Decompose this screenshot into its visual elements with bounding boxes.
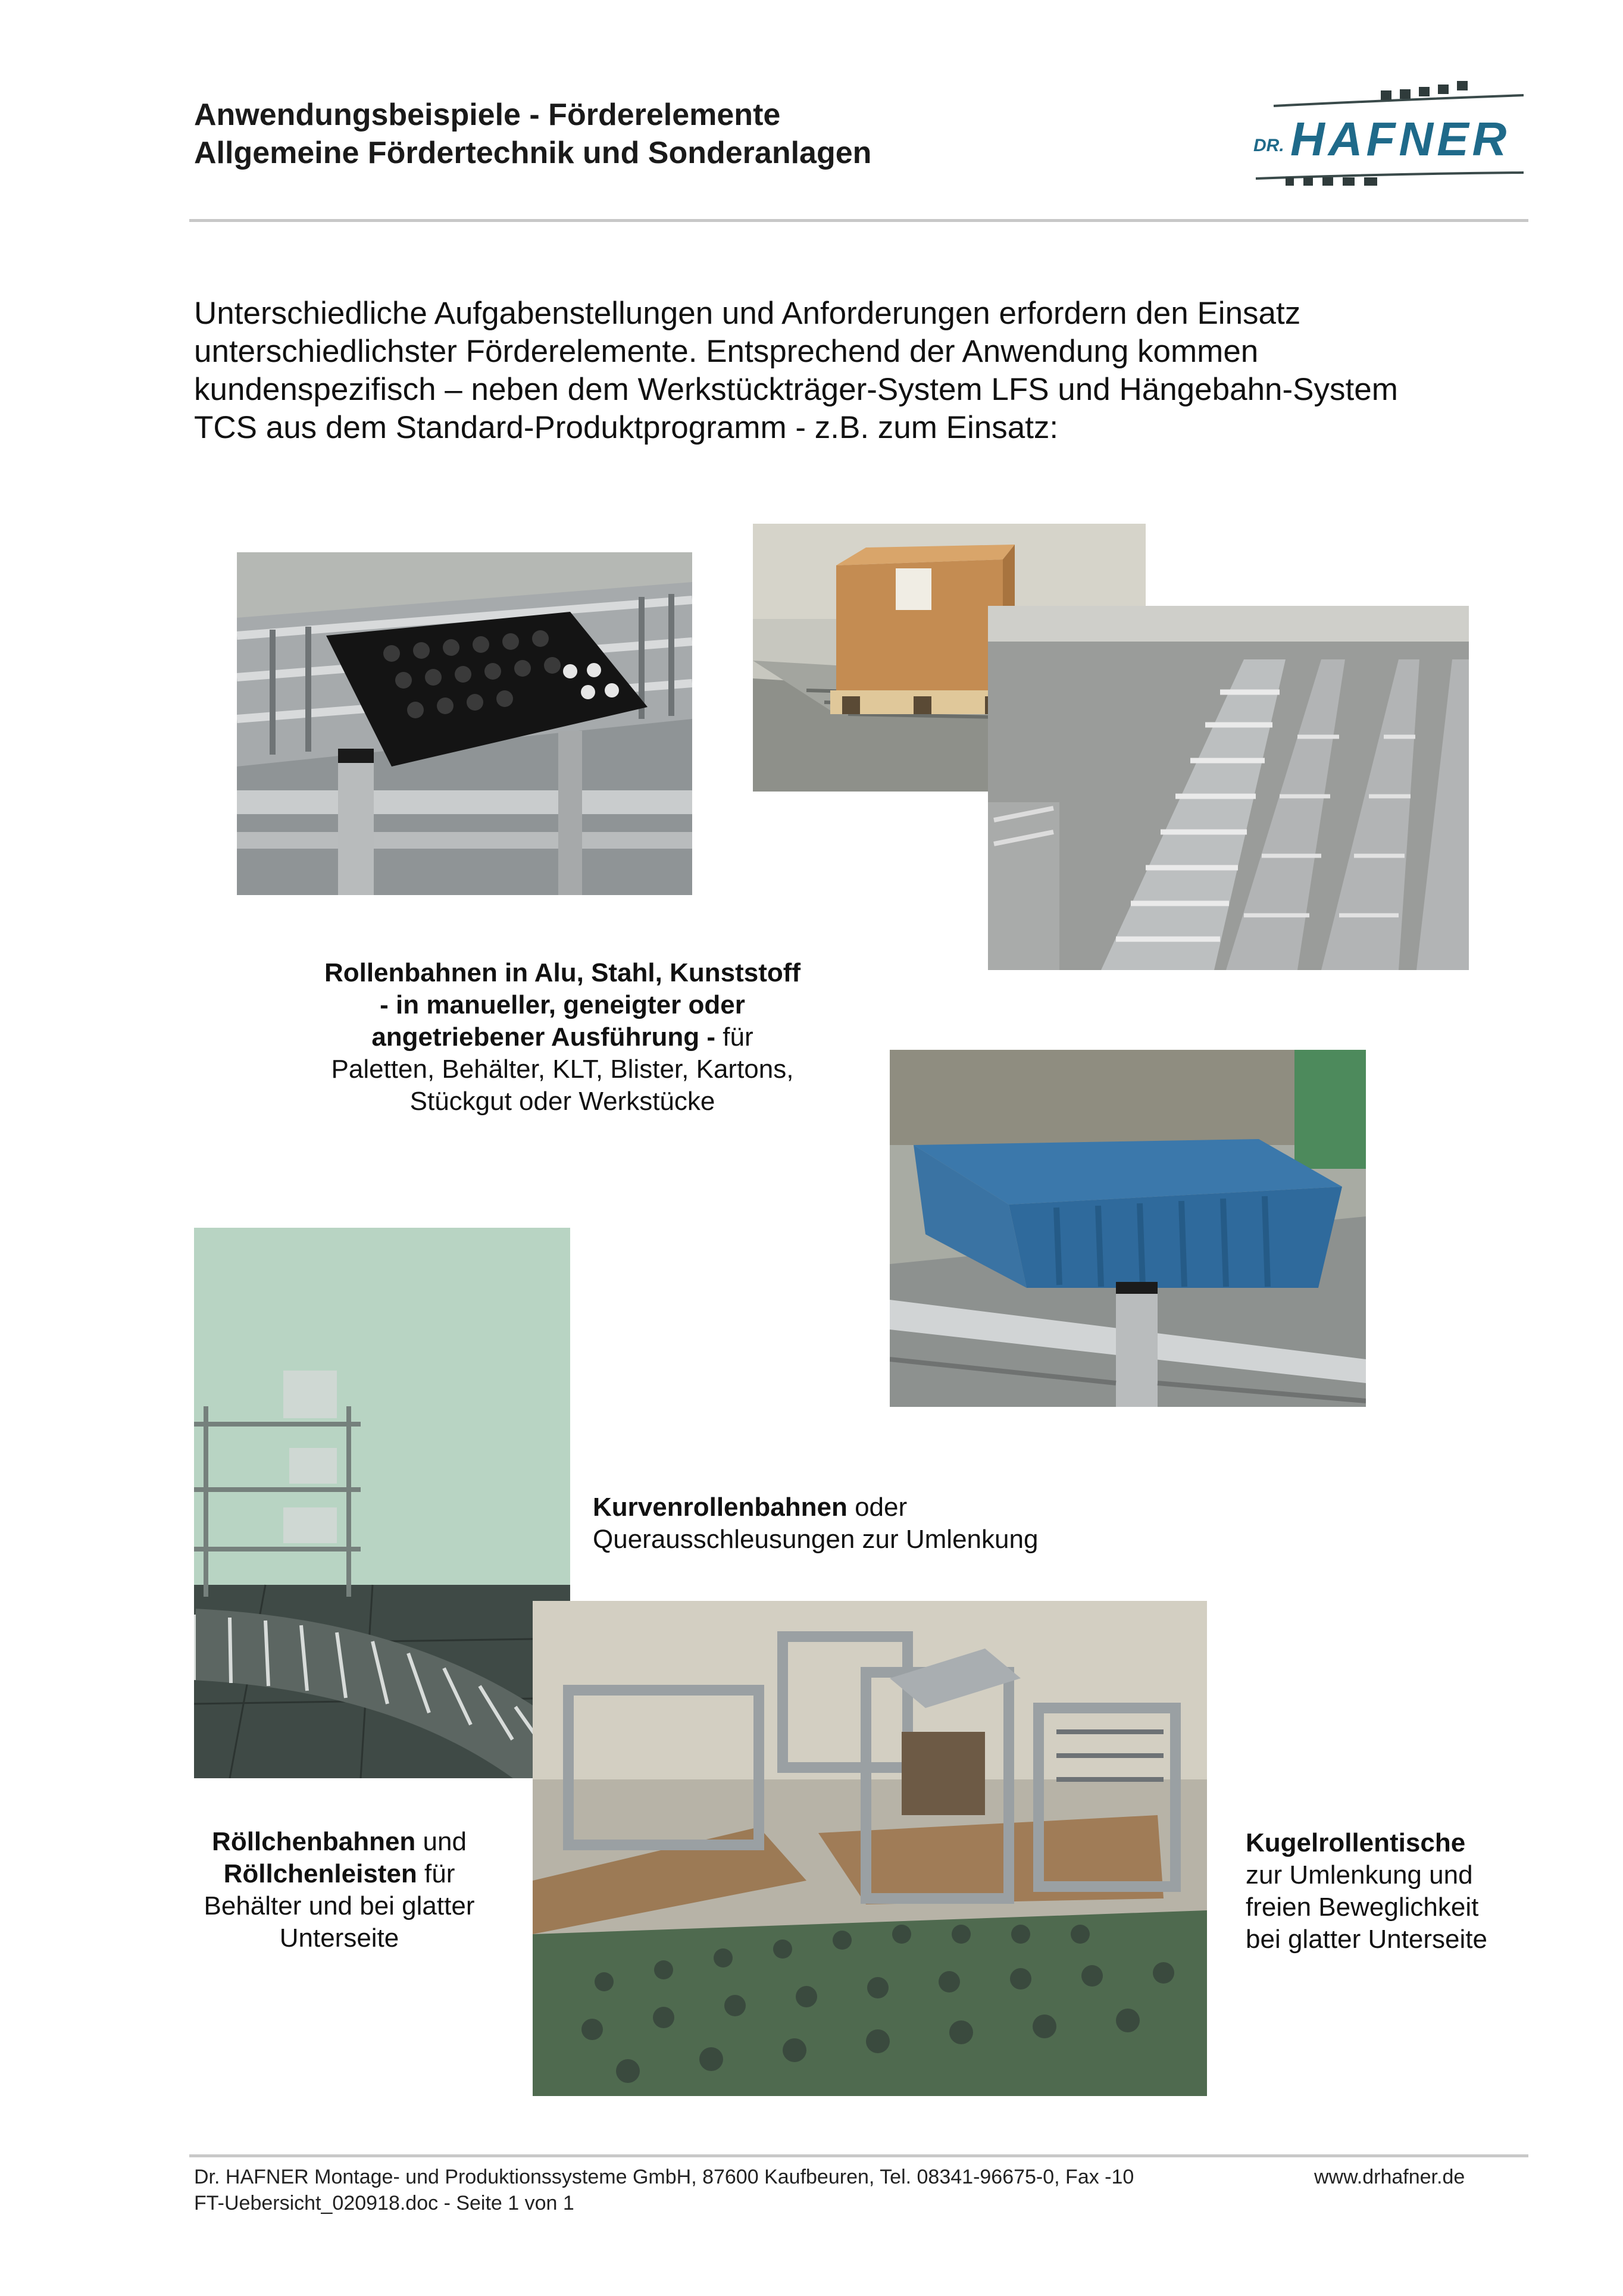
caption-roellchen-line4: Unterseite: [279, 1923, 399, 1953]
caption-kugel-line4: bei glatter Unterseite: [1246, 1925, 1487, 1954]
caption-roellchen-rest2: für: [417, 1859, 455, 1888]
photo-blue-container: [890, 1050, 1366, 1407]
intro-line4: TCS aus dem Standard-Produktprogramm - z.B. zum Einsatz:: [194, 410, 1059, 445]
caption-kurvenrollenbahnen: [593, 1491, 1038, 1556]
caption-rollen-bold2: - in manueller, geneigter oder: [380, 990, 745, 1019]
header-title-line2: Allgemeine Fördertechnik und Sonderanlagen: [194, 136, 872, 170]
photo-curved-roller-conveyor: [194, 1228, 570, 1778]
caption-kurven-rest1: oder: [847, 1493, 908, 1522]
photo-long-roller-conveyors: [988, 606, 1469, 970]
logo-name: HAFNER: [1290, 112, 1511, 165]
intro-line1: Unterschiedliche Aufgabenstellungen und Anforderungen erfordern den Einsatz: [194, 296, 1301, 331]
caption-kugelrollentische: [1246, 1827, 1487, 1956]
footer-rule: [189, 2154, 1528, 2157]
caption-rollen-bold3: angetriebener Ausführung -: [371, 1022, 716, 1052]
intro-line2: unterschiedlichster Förderelemente. Entsprechend der Anwendung kommen: [194, 334, 1259, 369]
caption-rollen-line4: Paletten, Behälter, KLT, Blister, Kartons,: [331, 1055, 794, 1084]
caption-kugel-bold: Kugelrollentische: [1246, 1828, 1466, 1857]
intro-line3: kundenspezifisch – neben dem Werkstückträger-System LFS und Hängebahn-System: [194, 372, 1398, 407]
caption-kugel-line2: zur Umlenkung und: [1246, 1860, 1473, 1890]
logo-prefix: DR.: [1253, 136, 1284, 155]
caption-kurven-bold: Kurvenrollenbahnen: [593, 1493, 848, 1522]
footer-website: www.drhafner.de: [1314, 2166, 1465, 2188]
caption-roellchenbahnen: [179, 1826, 500, 1954]
caption-roellchen-line3: Behälter und bei glatter: [204, 1891, 475, 1920]
footer-document-line: FT-Uebersicht_020918.doc - Seite 1 von 1: [194, 2192, 574, 2214]
photo-ball-transfer-table: [533, 1601, 1207, 2096]
caption-roellchen-bold1: Röllchenbahnen: [212, 1827, 416, 1856]
caption-roellchen-bold2: Röllchenleisten: [223, 1859, 417, 1888]
header-rule: [189, 219, 1528, 222]
caption-roellchen-rest1: und: [415, 1827, 467, 1856]
caption-rollen-rest3: für: [715, 1022, 753, 1052]
caption-kugel-line3: freien Beweglichkeit: [1246, 1893, 1479, 1922]
photo-roller-conveyor-tray: [237, 552, 692, 895]
caption-rollen-line5: Stückgut oder Werkstücke: [409, 1087, 715, 1116]
footer-company-line: Dr. HAFNER Montage- und Produktionssysteme GmbH, 87600 Kaufbeuren, Tel. 08341-96675-0, Fax -10: [194, 2166, 1134, 2188]
caption-kurven-line2: Querausschleusungen zur Umlenkung: [593, 1525, 1039, 1554]
caption-rollen-bold1: Rollenbahnen in Alu, Stahl, Kunststoff: [324, 958, 801, 987]
caption-rollenbahnen: [262, 957, 863, 1118]
header-title-line1: Anwendungsbeispiele - Förderelemente: [194, 98, 781, 132]
